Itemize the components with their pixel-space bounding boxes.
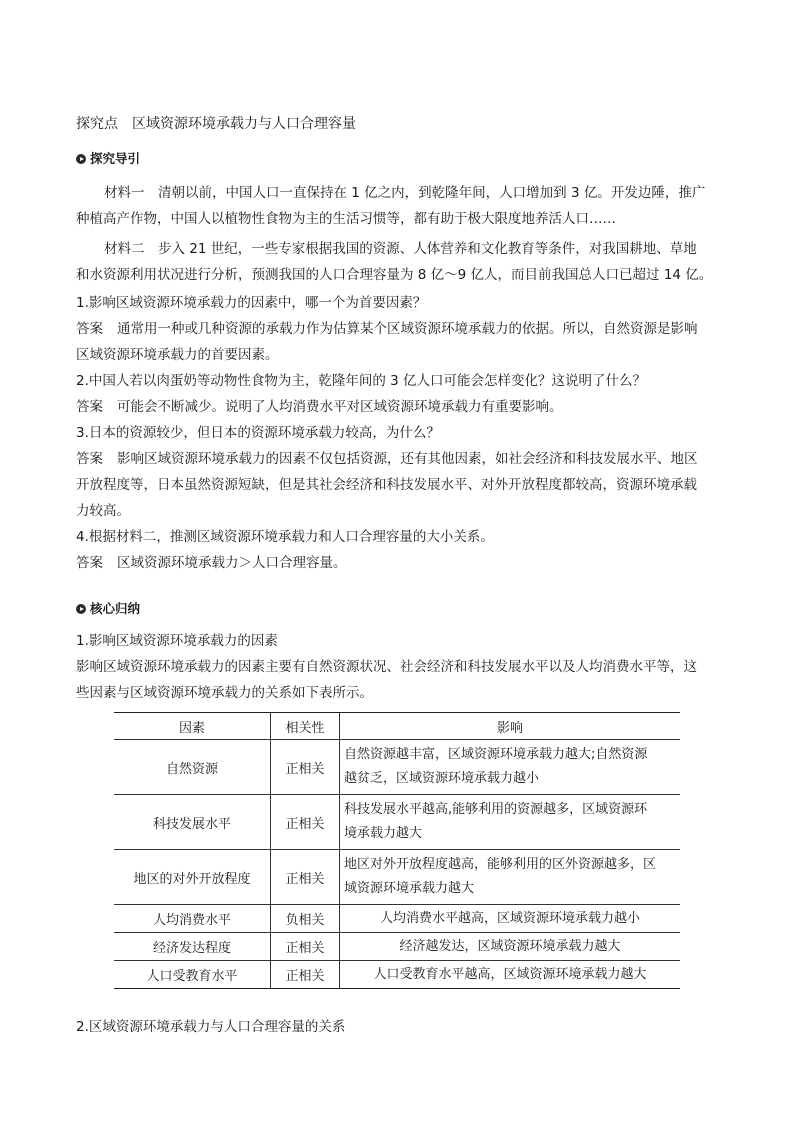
table-row	[114, 933, 680, 961]
answer-line: 力较高。	[76, 503, 130, 519]
answer-label: 答案	[76, 555, 103, 571]
guide-label: 探究导引	[90, 151, 141, 166]
question-text: 1.影响区域资源环境承载力的因素中，哪一个为首要因素？	[76, 295, 427, 311]
table-row	[114, 850, 680, 905]
question-text: 4.根据材料二，推测区域资源环境承载力和人口合理容量的大小关系。	[76, 529, 494, 545]
factor-cell: 地区的对外开放程度	[133, 871, 251, 887]
correlation-cell: 正相关	[271, 933, 340, 961]
material-two-line: 和水资源利用状况进行分析，预测我国的人口合理容量为 8 亿～9 亿人，而目前我国总人口已超过 14 亿。	[76, 267, 713, 283]
material-one-line: 材料一 清朝以前，中国人口一直保持在 1 亿之内，到乾隆年间，人口增加到 3 亿。开发边陲，推广	[104, 185, 706, 201]
effect-cell: 人均消费水平越高，区域资源环境承载力越小	[340, 905, 681, 933]
answer-line: 开放程度等，日本虽然资源短缺，但是其社会经济和科技发展水平、对外开放程度都较高，资源环境承载	[76, 477, 697, 493]
play-circle-icon	[76, 604, 86, 614]
material-two	[76, 236, 718, 288]
play-circle-icon	[76, 154, 86, 164]
subsection-title: 1.影响区域资源环境承载力的因素	[76, 633, 278, 649]
question-text: 2.中国人若以肉蛋奶等动物性食物为主，乾隆年间的 3 亿人口可能会怎样变化？这说明了什么？	[76, 373, 647, 389]
answer-line: 区域资源环境承载力的首要因素。	[76, 347, 279, 363]
question-text: 3.日本的资源较少，但日本的资源环境承载力较高，为什么？	[76, 425, 440, 441]
answer-line: 答案 通常用一种或几种资源的承载力作为估算某个区域资源环境承载力的依据。所以，自然资源是影响	[76, 321, 698, 337]
summary-label: 核心归纳	[90, 601, 141, 616]
header-correlation: 相关性	[271, 713, 340, 740]
summary-text-line: 影响区域资源环境承载力的因素主要有自然资源状况、社会经济和科技发展水平以及人均消费水平等，这	[76, 659, 697, 675]
guide-marker	[76, 146, 718, 173]
table-header-row	[114, 713, 680, 740]
table-row	[114, 905, 680, 933]
correlation-cell: 正相关	[271, 740, 340, 795]
material-two-line: 材料二 步入 21 世纪，一些专家根据我国的资源、人体营养和文化教育等条件，对我国耕地、草地	[104, 241, 697, 257]
summary-text-line: 些因素与区域资源环境承载力的关系如下表所示。	[76, 685, 373, 701]
factor-cell: 自然资源	[165, 761, 218, 777]
answer-label: 答案	[76, 399, 103, 415]
effect-cell: 经济越发达，区域资源环境承载力越大	[340, 933, 681, 961]
effect-cell: 地区对外开放程度越高，能够利用的区外资源越多，区 域资源环境承载力越大	[340, 850, 681, 905]
table-row	[114, 961, 680, 989]
effect-cell: 人口受教育水平越高，区域资源环境承载力越大	[340, 961, 681, 989]
answer-line: 答案 区域资源环境承载力＞人口合理容量。	[76, 555, 347, 571]
correlation-cell: 负相关	[271, 905, 340, 933]
material-one-line: 种植高产作物，中国人以植物性食物为主的生活习惯等，都有助于极大限度地养活人口……	[76, 211, 616, 227]
header-factor: 因素	[178, 720, 205, 736]
section-heading: 探究点 区域资源环境承载力与人口合理容量	[76, 116, 356, 132]
summary-block	[76, 628, 718, 706]
answer-label: 答案	[76, 451, 103, 467]
header-effect: 影响	[340, 713, 681, 740]
correlation-cell: 正相关	[271, 961, 340, 989]
table-row	[114, 740, 680, 795]
answer-line: 答案 可能会不断减少。说明了人均消费水平对区域资源环境承载力有重要影响。	[76, 399, 563, 415]
factors-table	[114, 712, 680, 989]
material-one	[76, 180, 718, 232]
summary-marker	[76, 596, 718, 623]
answer-line: 答案 影响区域资源环境承载力的因素不仅包括资源，还有其他因素，如社会经济和科技发展水平、地区	[76, 451, 698, 467]
effect-cell: 自然资源越丰富，区域资源环境承载力越大;自然资源 越贫乏，区域资源环境承载力越小	[340, 740, 681, 795]
question-block	[76, 290, 718, 576]
correlation-cell: 正相关	[271, 795, 340, 850]
factor-cell: 科技发展水平	[152, 816, 231, 832]
subsection-title-2: 2.区域资源环境承载力与人口合理容量的关系	[76, 1019, 346, 1035]
table-row	[114, 795, 680, 850]
factor-cell: 人均消费水平	[152, 913, 231, 928]
factor-cell: 人口受教育水平	[146, 969, 238, 984]
effect-cell: 科技发展水平越高,能够利用的资源越多，区域资源环 境承载力越大	[340, 795, 681, 850]
factor-cell: 经济发达程度	[152, 941, 231, 956]
correlation-cell: 正相关	[271, 850, 340, 905]
answer-label: 答案	[76, 321, 103, 337]
